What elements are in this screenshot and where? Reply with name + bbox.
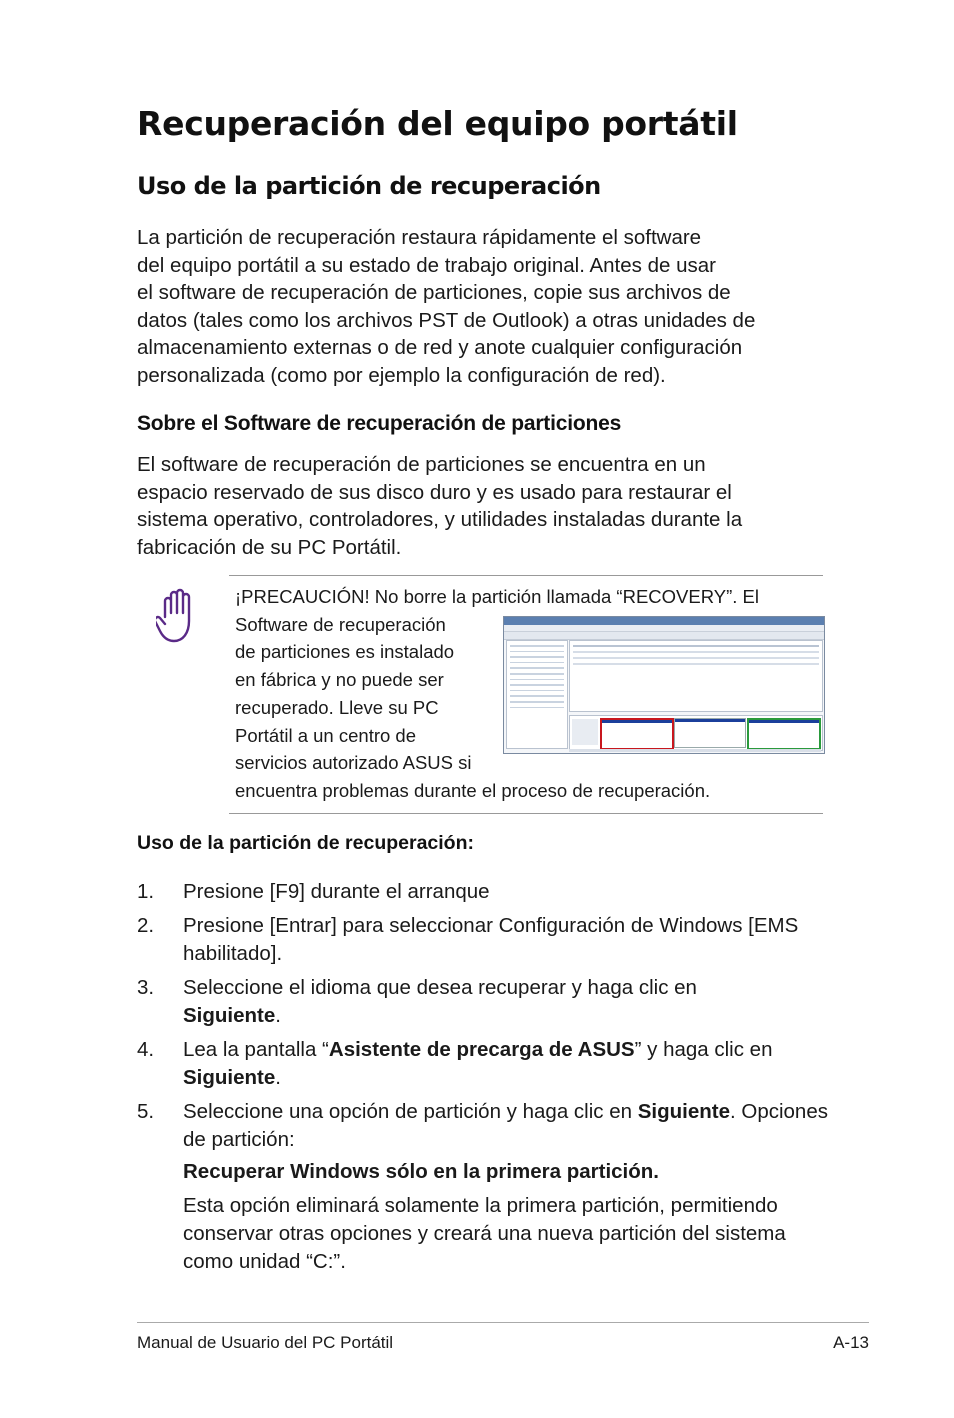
step-text: . (275, 1066, 281, 1089)
step-text: Seleccione el idioma que desea recuperar y haga clic en (183, 976, 697, 999)
page-title: Recuperación del equipo portátil (137, 104, 738, 143)
intro-line: el software de recuperación de particiones, copie sus archivos de (137, 281, 731, 305)
step-bold: Siguiente (637, 1100, 730, 1123)
section-title: Uso de la partición de recuperación (137, 172, 601, 200)
list-item (137, 878, 837, 906)
caution-line: en fábrica y no puede ser (235, 669, 444, 691)
step-number: 1. (137, 880, 155, 903)
about-line: El software de recuperación de particiones se encuentra en un (137, 453, 706, 476)
caution-top-rule (229, 575, 823, 576)
step-number: 4. (137, 1038, 155, 1061)
screenshot-disk-map (569, 715, 823, 751)
step-text: Lea la pantalla “ (183, 1038, 329, 1061)
caution-line: Portátil a un centro de (235, 724, 416, 746)
intro-line: almacenamiento externas o de red y anote cualquier configuración (137, 336, 743, 360)
intro-line: personalizada (como por ejemplo la configuración de red). (137, 363, 666, 387)
about-paragraph (137, 451, 827, 561)
list-item (137, 1098, 837, 1276)
footer-title: Manual de Usuario del PC Portátil (137, 1333, 394, 1352)
caution-line: Software de recuperación (235, 613, 446, 635)
screenshot-legend (569, 749, 821, 752)
about-line: espacio reservado de sus disco duro y es usado para restaurar el (137, 480, 732, 504)
intro-line: datos (tales como los archivos PST de Outlook) a otras unidades de (137, 308, 756, 332)
about-heading: Sobre el Software de recuperación de particiones (137, 412, 622, 435)
intro-paragraph (137, 224, 827, 390)
system-partition (674, 718, 746, 748)
screenshot-menubar (504, 625, 824, 632)
intro-line: del equipo portátil a su estado de trabajo original. Antes de usar (137, 253, 716, 277)
step-bold: Asistente de precarga de ASUS (328, 1038, 635, 1061)
disk-management-screenshot (503, 616, 825, 754)
step-text: Seleccione una opción de partición y haga clic en (183, 1100, 638, 1123)
footer-rule (137, 1322, 869, 1323)
list-item (137, 912, 837, 968)
step-number: 2. (137, 914, 155, 937)
step-number: 3. (137, 976, 155, 999)
list-item (137, 974, 837, 1030)
screenshot-titlebar (504, 617, 824, 625)
caution-line: de particiones es instalado (235, 641, 455, 663)
data-partition-highlight (747, 718, 821, 750)
step-text: . (275, 1004, 281, 1027)
about-line: fabricación de su PC Portátil. (137, 535, 402, 559)
usage-heading: Uso de la partición de recuperación: (137, 832, 475, 854)
option-description: Esta opción eliminará solamente la primera partición, permitiendo conservar otras opciones y creará una nueva partición del sistema como unidad “C:”. (183, 1194, 786, 1273)
screenshot-volume-table (569, 640, 823, 712)
step-text: Presione [Entrar] para seleccionar Configuración de Windows [EMS habilitado]. (183, 914, 799, 965)
recovery-partition-highlight (600, 718, 674, 750)
step-bold: Siguiente (183, 1066, 276, 1089)
option-title: Recuperar Windows sólo en la primera partición. (183, 1160, 659, 1183)
hand-stop-icon (156, 587, 198, 645)
step-text: Presione [F9] durante el arranque (183, 880, 490, 903)
steps-list (137, 878, 837, 1282)
list-item (137, 1036, 837, 1092)
caution-line: ¡PRECAUCIÓN! No borre la partición llamada “RECOVERY”. El (235, 586, 759, 607)
caution-line: servicios autorizado ASUS si (235, 752, 472, 774)
page-number: A-13 (833, 1333, 869, 1352)
step-number: 5. (137, 1100, 155, 1123)
caution-line: recuperado. Lleve su PC (235, 696, 439, 718)
step-text: . Opciones de partición: (183, 1100, 828, 1151)
about-line: sistema operativo, controladores, y utilidades instaladas durante la (137, 508, 743, 532)
step-bold: Siguiente (183, 1004, 276, 1027)
caution-bottom-rule (229, 813, 823, 814)
intro-line: La partición de recuperación restaura rápidamente el software (137, 226, 702, 249)
caution-line: encuentra problemas durante el proceso de recuperación. (235, 779, 711, 801)
screenshot-tree-pane (506, 640, 568, 749)
step-text: ” y haga clic en (634, 1038, 773, 1061)
screenshot-toolbar (504, 632, 824, 640)
